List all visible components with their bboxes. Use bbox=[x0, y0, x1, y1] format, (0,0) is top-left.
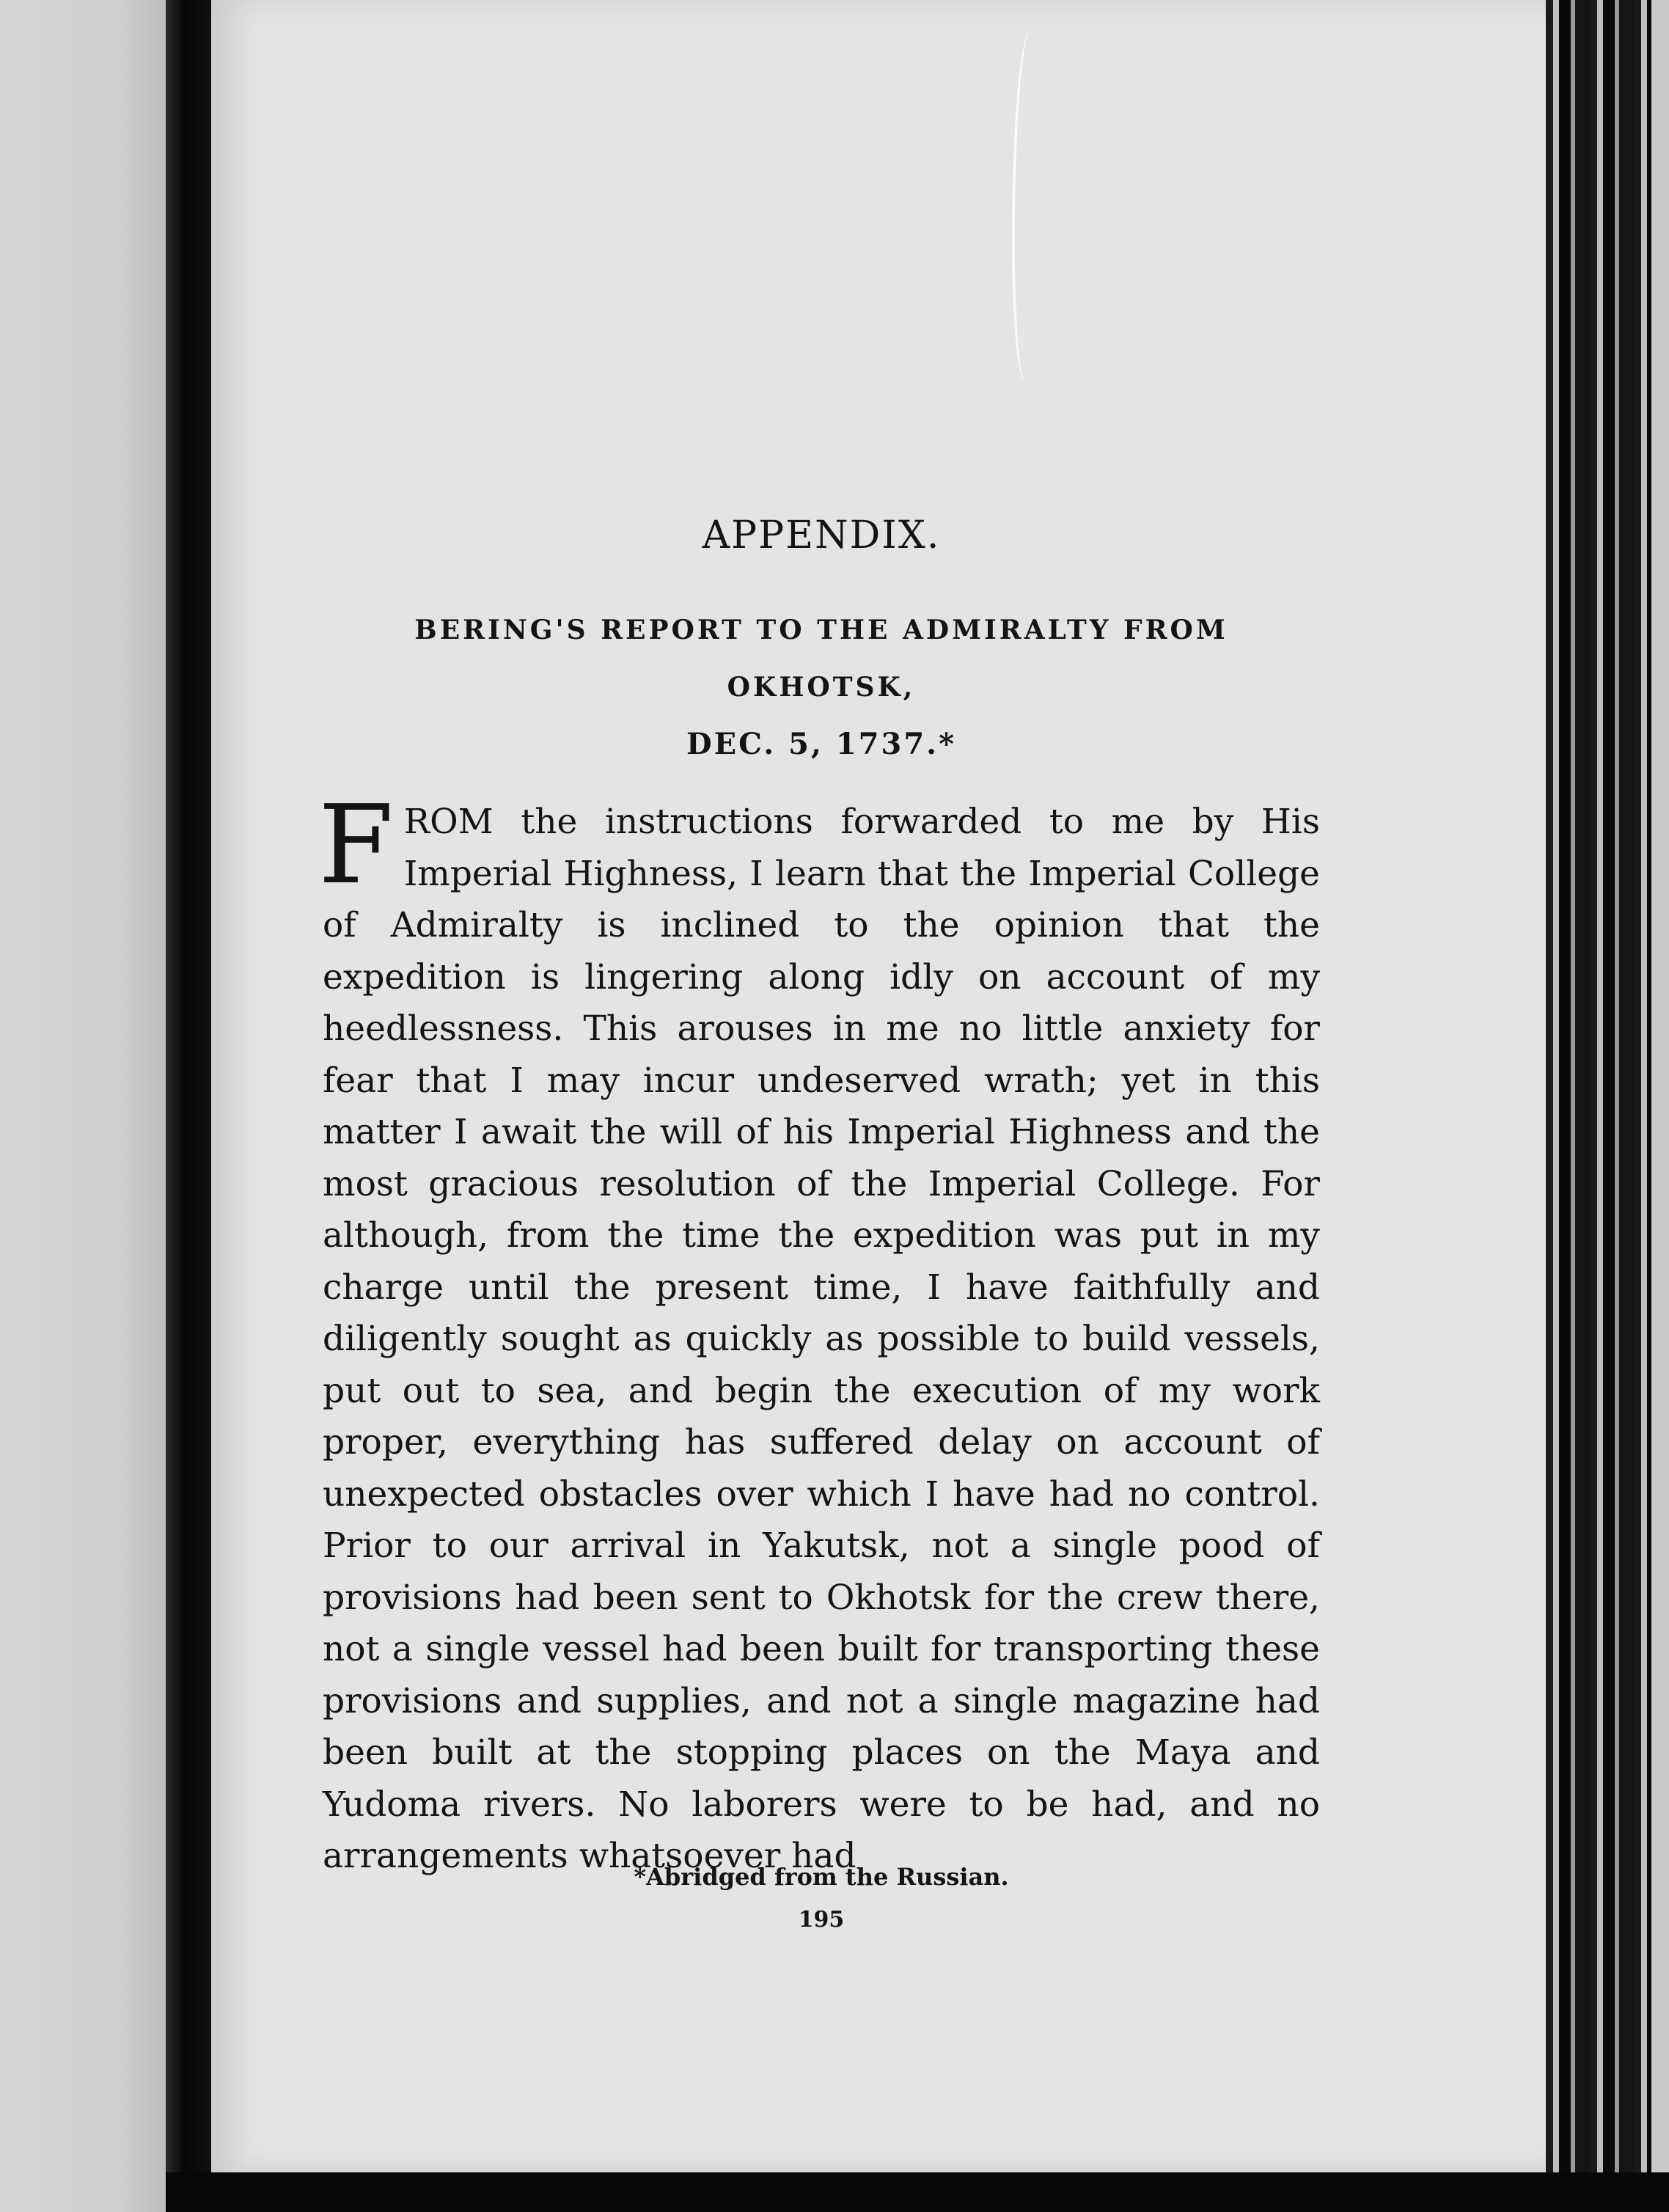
appendix-title: APPENDIX. bbox=[702, 513, 941, 557]
drop-cap: F bbox=[318, 782, 394, 908]
background-edge bbox=[1651, 0, 1669, 2172]
report-heading-line-2: DEC. 5, 1737.* bbox=[686, 727, 956, 761]
page-edges-stack bbox=[1546, 0, 1669, 2172]
page-number: 195 bbox=[798, 1907, 845, 1933]
report-heading-line-1: BERING'S REPORT TO THE ADMIRALTY FROM OKHOTSK, bbox=[414, 615, 1228, 703]
facing-page-margin bbox=[0, 0, 166, 2212]
book-binding-shadow bbox=[166, 0, 211, 2212]
report-heading bbox=[323, 601, 1320, 773]
page-bottom-shadow bbox=[166, 2172, 1669, 2212]
body-paragraph bbox=[318, 782, 1320, 1883]
body-text: ROM the instructions forwarded to me by His Imperial Highness, I learn that the Imperial College of Admiralty is inclined to the opinion that the expedition is lingering along idly on account of my heedlessness. This arouses in me no little anxiety for fear that I may incur undeserved wrath; yet in this matter I await the will of his Imperial Highness and the most gracious resolution of the Imperial College. For although, from the time the expedition was put in my charge until the present time, I have faithfully and diligently sought as quickly as possible to build vessels, put out to sea, and begin the execution of my work proper, everything has suffered delay on account of unexpected obstacles over which I have had no control. Prior to our arrival in Yakutsk, not a single pood of provisions had been sent to Okhotsk for the crew there, not a single vessel had been built for transporting these provisions and supplies, and not a single magazine had been built at the stopping places on the Maya and Yudoma rivers. No laborers were to be had, and no arrangements whatsoever had bbox=[323, 802, 1320, 1876]
footnote: *Abridged from the Russian. bbox=[634, 1863, 1009, 1891]
page-content bbox=[318, 513, 1320, 1883]
